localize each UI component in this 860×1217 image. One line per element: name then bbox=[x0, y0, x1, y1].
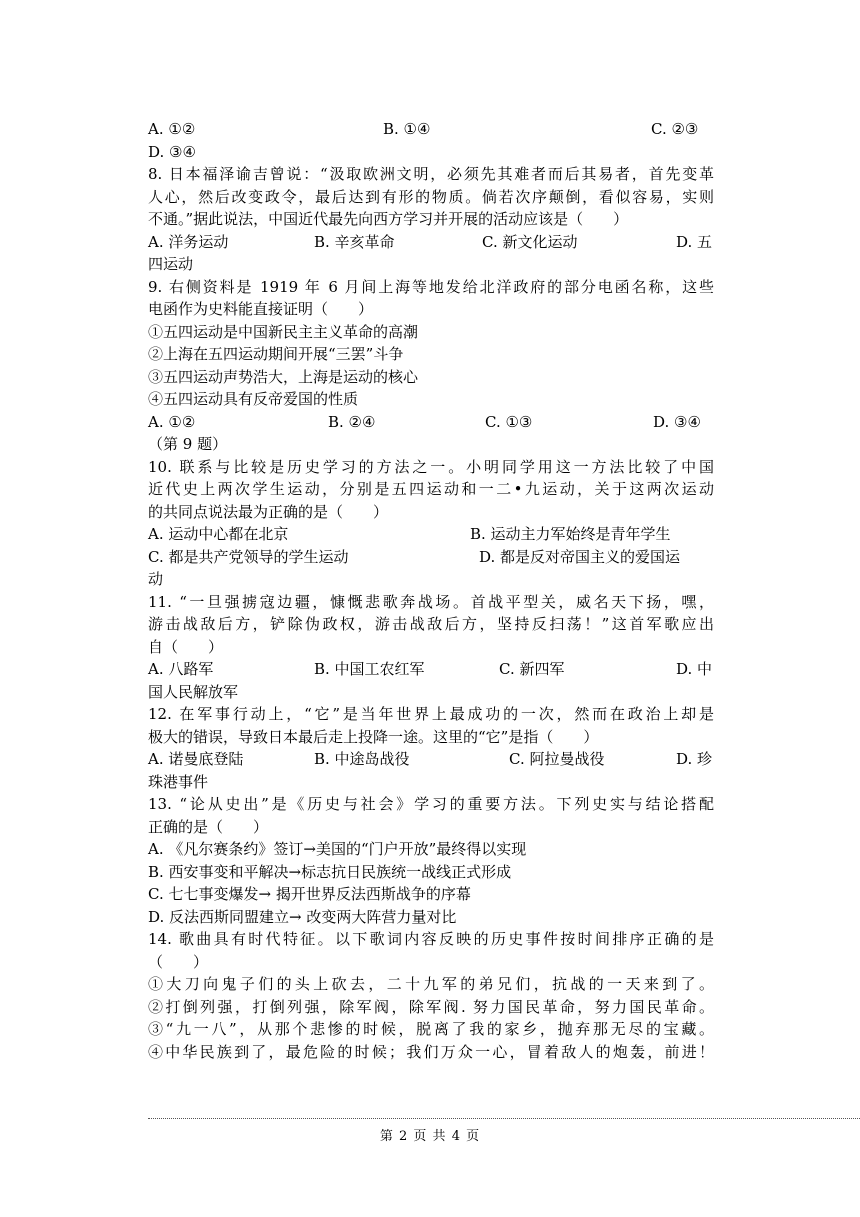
q8-stem-line: 人心，然后改变政令，最后达到有形的物质。倘若次序颠倒，看似容易，实则 bbox=[148, 187, 714, 206]
q13-stem-line: 正确的是（ ） bbox=[148, 817, 269, 836]
q13-option-a: A. 《凡尔赛条约》签订→美国的“门户开放”最终得以实现 bbox=[148, 840, 527, 858]
q11-stem-line: 自（ ） bbox=[148, 637, 224, 656]
q14-lyric-4: ④中华民族到了，最危险的时候；我们万众一心，冒着敌人的炮轰，前进！ bbox=[148, 1042, 714, 1061]
q7-option-b: B. ①④ bbox=[383, 120, 431, 138]
q9-options-row bbox=[148, 411, 714, 434]
q9-figure-note: （第 9 题） bbox=[148, 435, 228, 453]
q10-stem-line: 近代史上两次学生运动，分别是五四运动和一二•九运动，关于这两次运动 bbox=[148, 480, 714, 498]
q12-options-row bbox=[148, 748, 714, 771]
q12-option-b: B. 中途岛战役 bbox=[314, 750, 410, 768]
q14-stem-line: （ ） bbox=[148, 952, 209, 971]
q9-option-b: B. ②④ bbox=[328, 412, 376, 431]
q9-statement-4: ④五四运动具有反帝爱国的性质 bbox=[148, 390, 359, 408]
q13-option-d: D. 反法西斯同盟建立→ 改变两大阵营力量对比 bbox=[148, 907, 457, 926]
q9-statement-1: ①五四运动是中国新民主主义革命的高潮 bbox=[148, 322, 419, 341]
q13-option-b: B. 西安事变和平解决→标志抗日民族统一战线正式形成 bbox=[148, 862, 512, 881]
q10-stem-line: 的共同点说法最为正确的是（ ） bbox=[148, 502, 389, 521]
q11-option-a: A. 八路军 bbox=[148, 660, 214, 678]
q8-stem-line: 8. 日本福泽谕吉曾说：“汲取欧洲文明，必须先其难者而后其易者，首先变革 bbox=[148, 165, 714, 183]
q14-stem-line: 14. 歌曲具有时代特征。以下歌词内容反映的历史事件按时间排序正确的是 bbox=[148, 930, 714, 948]
q14-lyric-1: ①大刀向鬼子们的头上砍去，二十九军的弟兄们，抗战的一天来到了。 bbox=[148, 975, 714, 993]
q11-option-c: C. 新四军 bbox=[499, 660, 565, 678]
q11-stem-line: 游击战敌后方，铲除伪政权，游击战敌后方，坚持反扫荡！”这首军歌应出 bbox=[148, 615, 714, 633]
q14-lyric-3: ③“九一八”，从那个悲惨的时候，脱离了我的家乡，抛弃那无尽的宝藏。 bbox=[148, 1020, 714, 1038]
q10-option-d: D. 都是反对帝国主义的爱国运 bbox=[479, 547, 681, 566]
q11-option-d: D. 中 bbox=[676, 660, 713, 678]
q11-stem-line: 11. “一旦强掳寇边疆，慷慨悲歌奔战场。首战平型关，威名天下扬，嘿， bbox=[148, 592, 714, 611]
q13-option-c: C. 七七事变爆发→ 揭开世界反法西斯战争的序幕 bbox=[148, 885, 471, 903]
q8-option-b: B. 辛亥革命 bbox=[314, 232, 395, 251]
q10-options-row bbox=[148, 523, 714, 546]
q9-option-d: D. ③④ bbox=[653, 412, 701, 431]
q12-option-d: D. 珍 bbox=[676, 750, 713, 768]
q9-option-c: C. ①③ bbox=[485, 412, 533, 431]
q9-statement-3: ③五四运动声势浩大，上海是运动的核心 bbox=[148, 367, 419, 386]
q12-option-c: C. 阿拉曼战役 bbox=[509, 750, 605, 768]
q10-option-c: C. 都是共产党领导的学生运动 bbox=[148, 547, 349, 566]
q12-stem-line: 极大的错误，导致日本最后走上投降一途。这里的“它”是指（ ） bbox=[148, 727, 599, 746]
q7-options-row bbox=[148, 118, 714, 141]
q12-option-a: A. 诺曼底登陆 bbox=[148, 750, 244, 768]
q8-options-row bbox=[148, 231, 714, 254]
q9-statement-2: ②上海在五四运动期间开展“三罢”斗争 bbox=[148, 345, 404, 363]
footer-divider bbox=[148, 1118, 860, 1119]
q10-option-b: B. 运动主力军始终是青年学生 bbox=[470, 525, 671, 543]
q10-option-d-cont: 动 bbox=[148, 570, 164, 588]
q10-option-a: A. 运动中心都在北京 bbox=[148, 525, 289, 543]
q10-options-row bbox=[148, 546, 714, 569]
q12-stem-line: 12. 在军事行动上，“它”是当年世界上最成功的一次，然而在政治上却是 bbox=[148, 705, 714, 723]
q11-option-d-cont: 国人民解放军 bbox=[148, 682, 239, 701]
q11-option-b: B. 中国工农红军 bbox=[314, 660, 425, 678]
page-content bbox=[148, 118, 714, 1063]
q7-option-a: A. ①② bbox=[148, 120, 196, 138]
page-number-footer: 第 2 页 共 4 页 bbox=[379, 1129, 481, 1144]
q9-stem-line: 电函作为史料能直接证明（ ） bbox=[148, 300, 374, 318]
q7-option-d: D. ③④ bbox=[148, 142, 196, 161]
q7-option-c: C. ②③ bbox=[651, 120, 699, 138]
q8-option-d-cont: 四运动 bbox=[148, 255, 194, 273]
q8-stem-line: 不通。”据此说法，中国近代最先向西方学习并开展的活动应该是（ ） bbox=[148, 210, 629, 228]
q8-option-a: A. 洋务运动 bbox=[148, 232, 229, 251]
q8-option-d: D. 五 bbox=[676, 232, 713, 251]
q9-stem-line: 9. 右侧资料是 1919 年 6 月间上海等地发给北洋政府的部分电函名称，这些 bbox=[148, 277, 714, 296]
q13-stem-line: 13. “论从史出”是《历史与社会》学习的重要方法。下列史实与结论搭配 bbox=[148, 795, 714, 813]
q11-options-row bbox=[148, 658, 714, 681]
q14-lyric-2: ②打倒列强，打倒列强，除军阀，除军阀. 努力国民革命，努力国民革命。 bbox=[148, 997, 714, 1016]
q12-option-d-cont: 珠港事件 bbox=[148, 772, 209, 791]
q8-option-c: C. 新文化运动 bbox=[482, 232, 578, 251]
q10-stem-line: 10. 联系与比较是历史学习的方法之一。小明同学用这一方法比较了中国 bbox=[148, 457, 714, 476]
q9-option-a: A. ①② bbox=[148, 412, 196, 431]
